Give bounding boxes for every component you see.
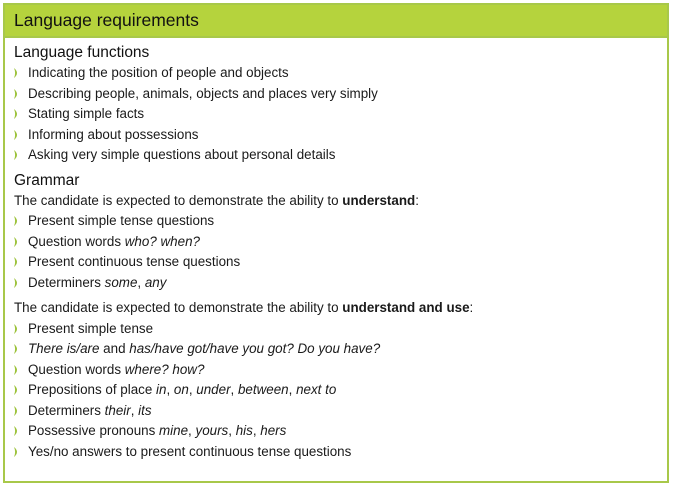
right-chevron-bullet-icon [14,344,20,354]
list-item [14,232,658,253]
language-requirements-panel [3,3,669,483]
list-item-text: Stating simple facts [28,106,145,121]
list-item-text: , [288,382,297,397]
understand-intro-bold: understand [342,192,416,208]
list-item [14,84,658,105]
italic-term: its [138,402,152,418]
list-item-text: , [137,274,145,290]
list-item [14,273,658,294]
list-item [14,380,658,401]
list-item [14,252,658,273]
italic-term: their [104,402,131,418]
list-item-text: Describing people, animals, objects and places very simply [28,85,378,101]
understand-intro [14,191,658,212]
understand-use-intro-bold: understand and use [342,300,470,315]
right-chevron-bullet-icon [14,130,20,140]
right-chevron-bullet-icon [14,109,20,119]
list-item-text: Present continuous tense questions [28,254,241,269]
list-item-text: , [252,423,261,438]
list-item-text: Indicating the position of people and objects [28,65,289,80]
right-chevron-bullet-icon [14,447,20,457]
list-item-text: Informing about possessions [28,126,199,142]
italic-term: where? how? [124,361,205,377]
right-chevron-bullet-icon [14,365,20,375]
italic-term: his [235,423,253,438]
list-item [14,442,658,463]
understand-use-intro-prefix: The candidate is expected to demonstrate the ability to [14,300,343,315]
italic-term: next to [296,382,337,397]
list-item-text: Determiners [28,402,105,418]
list-item-text: Determiners [28,274,105,290]
italic-term: some [104,274,138,290]
panel-content [5,38,667,462]
list-item-text: and [99,341,130,356]
italic-term: hers [260,423,287,438]
italic-term: who? when? [124,233,200,249]
list-item [14,63,658,84]
right-chevron-bullet-icon [14,150,20,160]
italic-term: under [196,382,231,397]
right-chevron-bullet-icon [14,89,20,99]
list-item-text: Asking very simple questions about personal details [28,147,336,162]
list-item-text: Yes/no answers to present continuous tense questions [28,443,352,459]
list-item-text: , [228,423,236,438]
list-item [14,319,658,340]
understand-use-list [14,319,658,463]
right-chevron-bullet-icon [14,68,20,78]
list-item [14,401,658,422]
list-item [14,339,658,360]
right-chevron-bullet-icon [14,216,20,226]
list-item [14,125,658,146]
list-item [14,104,658,125]
right-chevron-bullet-icon [14,257,20,267]
list-item-text: Prepositions of place [28,382,157,397]
italic-term: has/have got/have you got? Do you have? [129,341,381,356]
list-item-text: Present simple tense [28,320,154,336]
list-item-text: , [130,402,139,418]
list-item [14,360,658,381]
language-functions-heading: Language functions [14,44,150,61]
list-item [14,145,658,166]
understand-intro-prefix: The candidate is expected to demonstrate the ability to [14,192,343,208]
list-item-text: , [166,382,174,397]
grammar-heading: Grammar [14,171,80,189]
list-item-text: Question words [28,361,125,377]
list-item-text: Question words [28,233,125,249]
understand-intro-suffix: : [415,192,419,208]
italic-term: on [173,382,189,397]
understand-use-intro [14,298,658,319]
list-item-text: , [230,382,238,397]
understand-list [14,211,658,293]
list-item-text: Present simple tense questions [28,213,215,228]
language-functions-list [14,63,658,166]
right-chevron-bullet-icon [14,237,20,247]
right-chevron-bullet-icon [14,324,20,334]
right-chevron-bullet-icon [14,406,20,416]
italic-term: any [144,274,167,290]
panel-header [5,5,667,38]
list-item-text: , [188,423,196,438]
understand-use-intro-suffix: : [469,300,474,315]
right-chevron-bullet-icon [14,278,20,288]
list-item-text: Possessive pronouns [28,423,160,438]
italic-term: mine [159,423,189,438]
list-item [14,421,658,442]
italic-term: There is/are [28,341,100,356]
panel-title: Language requirements [14,10,199,30]
right-chevron-bullet-icon [14,385,20,395]
right-chevron-bullet-icon [14,426,20,436]
list-item-text: , [188,382,197,397]
list-item [14,211,658,232]
italic-term: yours [195,423,229,438]
italic-term: between [237,382,289,397]
italic-term: in [156,382,167,397]
